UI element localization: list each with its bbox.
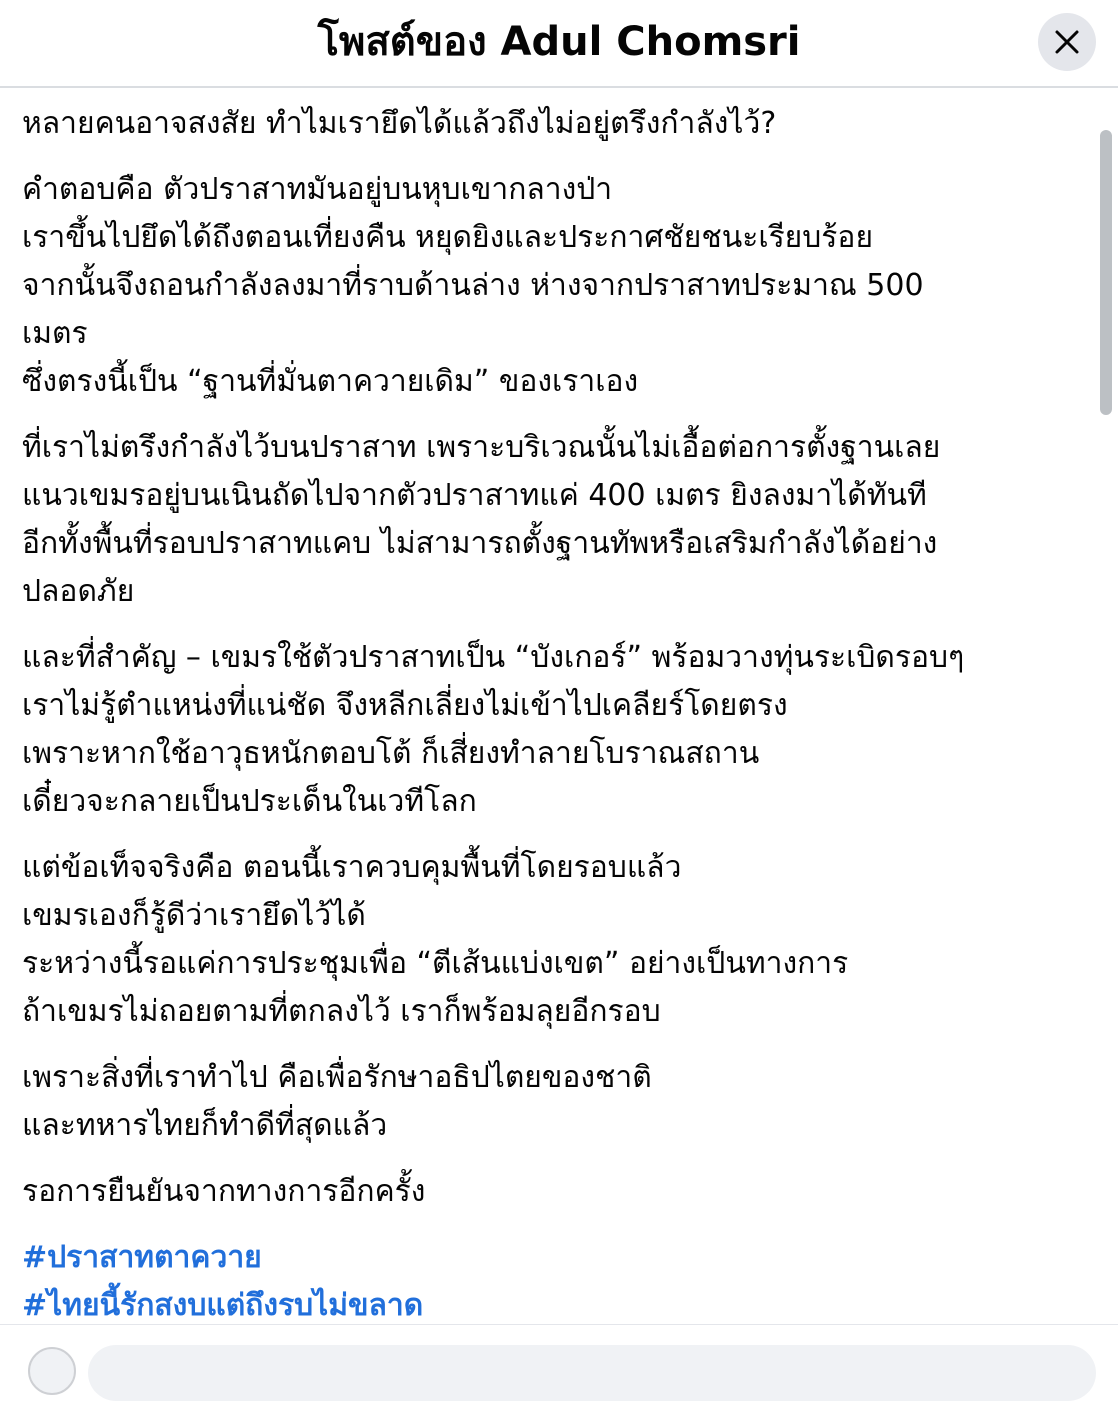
post-line: แต่ข้อเท็จจริงคือ ตอนนี้เราควบคุมพื้นที่โดยรอบแล้ว (22, 850, 682, 885)
post-body (22, 100, 1092, 1320)
hashtag-link[interactable]: #ไทยนี้รักสงบแต่ถึงรบไม่ขลาด (22, 1288, 424, 1320)
post-line: รอการยืนยันจากทางการอีกครั้ง (22, 1174, 426, 1209)
scrollbar-thumb[interactable] (1100, 130, 1112, 415)
post-line: เพราะสิ่งที่เราทำไป คือเพื่อรักษาอธิปไตยของชาติ (22, 1060, 652, 1095)
post-line: ที่เราไม่ตรึงกำลังไว้บนปราสาท เพราะบริเวณนั้นไม่เอื้อต่อการตั้งฐานเลย (22, 430, 941, 465)
comment-input[interactable] (88, 1345, 1096, 1401)
post-line: เดี๋ยวจะกลายเป็นประเด็นในเวทีโลก (22, 784, 477, 819)
dialog-title: โพสต์ของ Adul Chomsri (317, 19, 801, 65)
post-line: และที่สำคัญ – เขมรใช้ตัวปราสาทเป็น “บังเกอร์” พร้อมวางทุ่นระเบิดรอบๆ (22, 640, 965, 675)
post-paragraph (22, 634, 1092, 826)
post-paragraph (22, 100, 1092, 148)
post-line: เพราะหากใช้อาวุธหนักตอบโต้ ก็เสี่ยงทำลายโบราณสถาน (22, 736, 760, 771)
post-paragraph (22, 1054, 1092, 1150)
post-line: อีกทั้งพื้นที่รอบปราสาทแคบ ไม่สามารถตั้งฐานทัพหรือเสริมกำลังได้อย่าง (22, 526, 938, 561)
post-paragraph (22, 166, 1092, 406)
post-line: เมตร (22, 316, 88, 351)
post-line: เราขึ้นไปยึดได้ถึงตอนเที่ยงคืน หยุดยิงและประกาศชัยชนะเรียบร้อย (22, 220, 874, 255)
close-icon (1054, 29, 1080, 55)
post-line: เขมรเองก็รู้ดีว่าเรายึดไว้ได้ (22, 898, 366, 933)
comment-bar (0, 1324, 1118, 1365)
post-paragraph (22, 424, 1092, 616)
post-line: แนวเขมรอยู่บนเนินถัดไปจากตัวปราสาทแค่ 400 เมตร ยิงลงมาได้ทันที (22, 478, 927, 513)
post-line: ถ้าเขมรไม่ถอยตามที่ตกลงไว้ เราก็พร้อมลุยอีกรอบ (22, 994, 661, 1029)
post-line: ระหว่างนี้รอแค่การประชุมเพื่อ “ตีเส้นแบ่งเขต” อย่างเป็นทางการ (22, 946, 849, 981)
post-line: และทหารไทยก็ทำดีที่สุดแล้ว (22, 1108, 388, 1143)
post-line: หลายคนอาจสงสัย ทำไมเรายึดได้แล้วถึงไม่อยู่ตรึงกำลังไว้? (22, 106, 777, 141)
post-line: ปลอดภัย (22, 574, 135, 609)
post-paragraph (22, 1168, 1092, 1216)
close-button[interactable] (1038, 13, 1096, 71)
post-line: จากนั้นจึงถอนกำลังลงมาที่ราบด้านล่าง ห่างจากปราสาทประมาณ 500 (22, 268, 924, 303)
hashtag-list (22, 1234, 1092, 1320)
post-paragraph (22, 844, 1092, 1036)
hashtag-link[interactable]: #ปราสาทตาควาย (22, 1240, 262, 1275)
post-line: เราไม่รู้ตำแหน่งที่แน่ชัด จึงหลีกเลี่ยงไม่เข้าไปเคลียร์โดยตรง (22, 688, 788, 723)
dialog-header (0, 0, 1118, 88)
avatar (28, 1347, 76, 1395)
post-line: ซึ่งตรงนี้เป็น “ฐานที่มั่นตาควายเดิม” ของเราเอง (22, 364, 639, 399)
post-line: คำตอบคือ ตัวปราสาทมันอยู่บนหุบเขากลางป่า (22, 172, 613, 207)
